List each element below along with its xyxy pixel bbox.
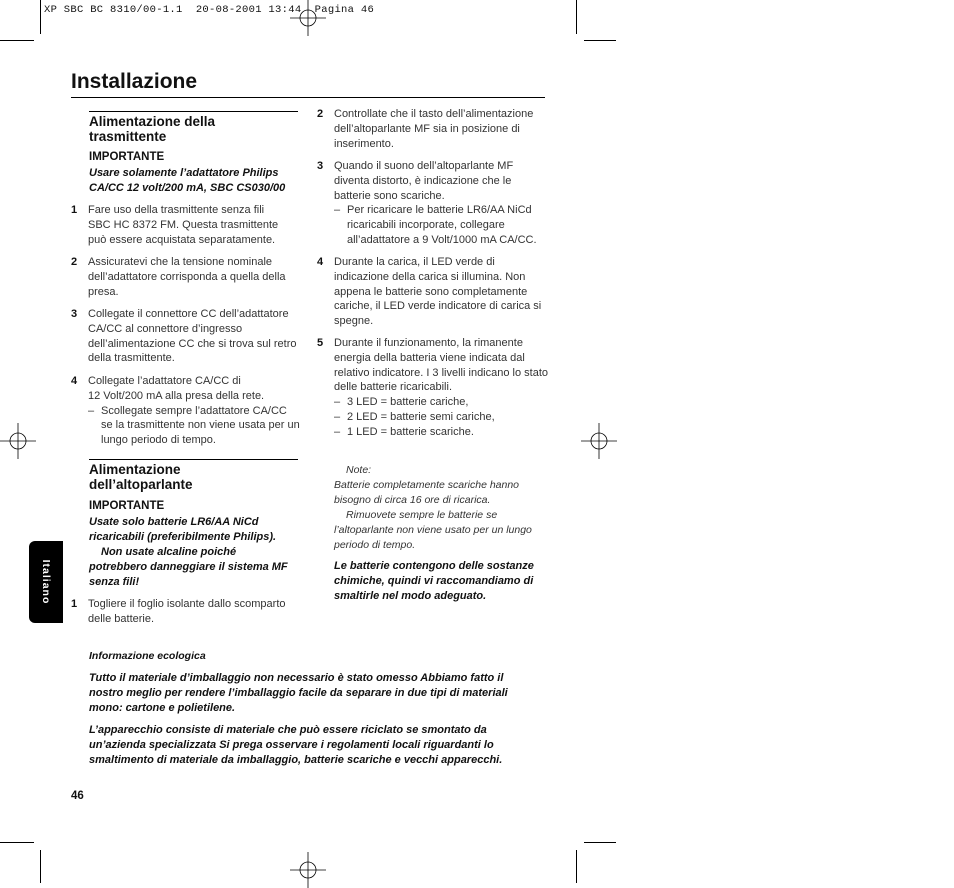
text-line: Durante il funzionamento, la rimanente (334, 337, 523, 349)
crop-mark (40, 0, 41, 34)
text-line: Usate solo batterie LR6/AA NiCd (89, 516, 259, 528)
text-line: L’apparecchio consiste di materiale che può essere riciclato se smontato da (89, 724, 487, 736)
sub-item (334, 203, 537, 247)
text-line: energia della batteria viene indicata dal (334, 351, 525, 364)
text-line: lungo periodo di tempo. (101, 434, 216, 447)
text-line: bisogno di circa 16 ore di ricarica. (334, 494, 491, 506)
crop-mark (576, 0, 577, 34)
important-text (89, 515, 288, 590)
language-tab-label: Italiano (40, 559, 52, 605)
dash-bullet: – (334, 410, 341, 423)
step-number: 3 (317, 160, 324, 172)
eco-heading: Informazione ecologica (89, 650, 206, 662)
text-line: delle batterie. (88, 612, 155, 625)
text-line: potrebbero danneggiare il sistema MF (89, 561, 288, 573)
text-line: batterie sono scariche. (334, 189, 445, 202)
crop-mark (584, 40, 616, 41)
section-heading-trasmittente (89, 114, 215, 144)
text-line: Non usate alcaline poiché (101, 546, 237, 558)
heading-line: dell’altoparlante (89, 477, 193, 492)
text-line: Tutto il materiale d’imballaggio non necessario è stato omesso Abbiamo fatto il (89, 672, 504, 684)
text-line: 1 LED = batterie scariche. (347, 425, 474, 438)
text-line: Collegate l’adattatore CA/CC di (88, 375, 241, 387)
heading-line: Alimentazione (89, 462, 181, 477)
text-line: se la trasmittente non viene usata per un (101, 419, 300, 432)
step-number: 2 (317, 108, 324, 120)
text-line: Batterie completamente scariche hanno (334, 479, 520, 491)
step-item (317, 336, 549, 440)
text-line: Per ricaricare le batterie LR6/AA NiCd (347, 204, 532, 217)
step-item (71, 597, 286, 627)
step-number: 1 (71, 598, 78, 610)
step-number: 4 (71, 375, 78, 387)
heading-line: trasmittente (89, 129, 167, 144)
note-block (334, 463, 532, 553)
text-line: può essere acquistata separatamente. (88, 233, 276, 246)
crop-mark (0, 40, 34, 41)
important-label: IMPORTANTE (89, 151, 165, 163)
step-number: 3 (71, 308, 78, 320)
step-item (71, 307, 297, 366)
note-label: Note: (346, 464, 372, 476)
text-line: Collegate il connettore CC dell’adattatore (88, 308, 289, 320)
text-line: Togliere il foglio isolante dallo scomparto (88, 598, 286, 610)
text-line: inserimento. (334, 137, 394, 150)
text-line: Quando il suono dell’altoparlante MF (334, 160, 514, 172)
eco-paragraph (89, 723, 529, 768)
text-line: CA/CC 12 volt/200 mA, SBC CS030/00 (89, 182, 286, 194)
crop-mark (576, 850, 577, 883)
text-line: Usare solamente l’adattatore Philips (89, 167, 279, 179)
text-line: Rimuovete sempre le batterie se (346, 509, 498, 521)
page-number: 46 (71, 790, 84, 802)
text-line: Assicuratevi che la tensione nominale (88, 256, 273, 268)
text-line: Fare uso della trasmittente senza fili (88, 204, 265, 216)
text-line: diventa distorto, è indicazione che le (334, 174, 512, 187)
text-line: mono: cartone e polietilene. (89, 702, 236, 714)
step-item (71, 374, 300, 448)
sub-item (88, 404, 300, 448)
dash-bullet: – (334, 396, 341, 409)
text-line: della trasmittente. (88, 352, 175, 365)
text-line: SBC HC 8372 FM. Questa trasmittente (88, 218, 279, 231)
text-line: l’altoparlante non viene usato per un lungo (334, 524, 532, 536)
registration-mark (0, 423, 36, 459)
text-line: presa. (88, 285, 119, 298)
text-line: nostro meglio per rendere l’imballaggio facile da separare in due tipi di materiali (89, 687, 508, 699)
step-item (317, 107, 534, 151)
text-line: dell’alimentazione CC che si trova sul retro (88, 337, 297, 350)
text-line: Scollegate sempre l’adattatore CA/CC (101, 404, 287, 417)
section-rule (89, 111, 298, 112)
text-line: ricaricabili (preferibilmente Philips). (89, 531, 277, 543)
step-number: 4 (317, 256, 324, 268)
step-number: 1 (71, 204, 78, 216)
text-line: dell’adattatore corrisponda a quella della (88, 270, 286, 283)
text-line: ricaricabili incorporate, collegare (347, 219, 505, 232)
step-item (317, 159, 537, 248)
text-line: all’adattatore a 9 Volt/1000 mA CA/CC. (347, 233, 537, 246)
text-line: un’azienda specializzata Si prega osservare i regolamenti locali riguardanti lo (89, 739, 494, 751)
step-item (317, 255, 542, 329)
text-line: periodo di tempo. (334, 539, 416, 551)
step-item (71, 255, 286, 299)
step-number: 2 (71, 256, 78, 268)
text-line: Durante la carica, il LED verde di (334, 256, 495, 268)
text-line: appena le batterie sono completamente (334, 285, 528, 298)
text-line: spegne. (334, 315, 374, 328)
text-line: senza fili! (89, 576, 140, 588)
sub-item (334, 395, 548, 410)
crop-mark (584, 842, 616, 843)
registration-mark (290, 0, 326, 36)
sub-item (334, 410, 548, 425)
heading-line: Alimentazione della (89, 114, 216, 129)
text-line: CA/CC al connettore d’ingresso (88, 322, 243, 335)
text-line: delle batterie ricaricabili. (334, 381, 452, 394)
text-line: relativo indicatore. I 3 livelli indicano lo stato (334, 366, 549, 379)
title-rule (71, 97, 545, 98)
section-heading-altoparlante (89, 462, 193, 492)
text-line: smaltimento di materiale da imballaggio, batterie scariche e vecchi apparecchi. (89, 754, 503, 766)
eco-paragraph (89, 671, 529, 716)
warning-text (334, 559, 534, 604)
step-number: 5 (317, 337, 324, 349)
section-rule (89, 459, 298, 460)
crop-mark (40, 850, 41, 883)
print-header: XP SBC BC 8310/00-1.1 20-08-2001 13:44 Pagina 46 (44, 4, 375, 16)
text-line: 2 LED = batterie semi cariche, (347, 410, 495, 423)
dash-bullet: – (88, 404, 95, 417)
text-line: 12 Volt/200 mA alla presa della rete. (88, 389, 265, 402)
registration-mark (581, 423, 617, 459)
text-line: indicazione della carica si illumina. Non (334, 270, 526, 283)
sub-item (334, 425, 548, 440)
language-tab (29, 541, 63, 623)
step-item (71, 203, 279, 247)
important-label: IMPORTANTE (89, 500, 165, 512)
text-line: cariche, il LED verde indicatore di carica si (334, 300, 542, 313)
text-line: chimiche, quindi vi raccomandiamo di (334, 575, 534, 587)
dash-bullet: – (334, 204, 341, 217)
text-line: dell’altoparlante MF sia in posizione di (334, 122, 520, 135)
text-line: smaltirle nel modo adeguato. (334, 590, 487, 602)
crop-mark (0, 842, 34, 843)
page-title: Installazione (71, 70, 198, 93)
text-line: Le batterie contengono delle sostanze (334, 560, 534, 572)
text-line: 3 LED = batterie cariche, (347, 396, 469, 409)
text-line: Controllate che il tasto dell’alimentazione (334, 108, 534, 120)
dash-bullet: – (334, 425, 341, 438)
important-text (89, 166, 285, 196)
